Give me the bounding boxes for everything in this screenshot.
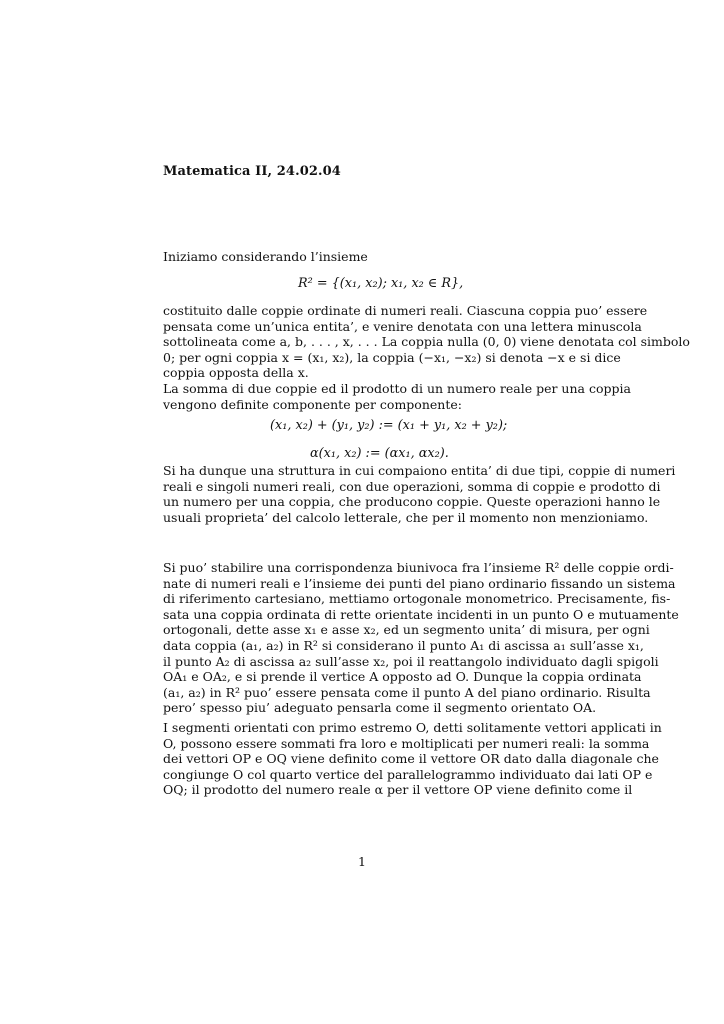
text-line: pero’ spesso piu’ adeguato pensarla come il segmento orientato OA. bbox=[163, 700, 597, 716]
equation-product: α(x₁, x₂) := (αx₁, αx₂). bbox=[310, 446, 449, 461]
text-line: usuali proprieta’ del calcolo letterale, che per il momento non menzioniamo. bbox=[163, 509, 649, 525]
equation-sum: (x₁, x₂) + (y₁, y₂) := (x₁ + y₁, x₂ + y₂); bbox=[270, 418, 508, 433]
text-line: costituito dalle coppie ordinate di numeri reali. Ciascuna coppia puo’ essere bbox=[163, 303, 648, 318]
text-line: reali e singoli numeri reali, con due operazioni, somma di coppie e prodotto di bbox=[163, 478, 661, 494]
equation-r2-set: R² = {(x₁, x₂); x₁, x₂ ∈ R}, bbox=[298, 276, 464, 291]
text-line: Si puo’ stabilire una corrispondenza biunivoca fra l’insieme R² delle coppie ordi- bbox=[163, 560, 674, 575]
intro-text bbox=[163, 249, 585, 265]
text-line: vengono definite componente per componente: bbox=[163, 396, 462, 412]
text-line: ortogonali, dette asse x₁ e asse x₂, ed un segmento unita’ di misura, per ogni bbox=[163, 622, 650, 638]
paragraph-4 bbox=[163, 720, 662, 798]
text-line: data coppia (a₁, a₂) in R² si considerano il punto A₁ di ascissa a₁ sull’asse x₁, bbox=[163, 637, 644, 653]
text-line: (a₁, a₂) in R² puo’ essere pensata come il punto A del piano ordinario. Risulta bbox=[163, 684, 651, 700]
text-line: di riferimento cartesiano, mettiamo ortogonale monometrico. Precisamente, fis- bbox=[163, 591, 671, 607]
paragraph-2 bbox=[163, 463, 676, 525]
text-line: La somma di due coppie ed il prodotto di un numero reale per una coppia bbox=[163, 380, 631, 396]
text-line: congiunge O col quarto vertice del parallelogrammo individuato dai lati OP e bbox=[163, 766, 653, 782]
text-line: pensata come un’unica entita’, e venire denotata con una lettera minuscola bbox=[163, 318, 642, 334]
text-line: sata una coppia ordinata di rette orientate incidenti in un punto O e mutuamente bbox=[163, 606, 679, 622]
text-line: OQ; il prodotto del numero reale α per il vettore OP viene definito come il bbox=[163, 782, 633, 798]
text-line: O, possono essere sommati fra loro e moltiplicati per numeri reali: la somma bbox=[163, 735, 650, 751]
text-line: un numero per una coppia, che producono coppie. Queste operazioni hanno le bbox=[163, 494, 661, 510]
intro-line: Iniziamo considerando l’insieme bbox=[163, 249, 368, 264]
text-line: dei vettori OP e OQ viene definito come il vettore OR dato dalla diagonale che bbox=[163, 751, 659, 767]
paragraph-3 bbox=[163, 560, 679, 716]
text-line: OA₁ e OA₂, e si prende il vertice A opposto ad O. Dunque la coppia ordinata bbox=[163, 669, 642, 685]
text-line: 0; per ogni coppia x = (x₁, x₂), la coppia (−x₁, −x₂) si denota −x e si dice bbox=[163, 349, 621, 365]
page-number: 1 bbox=[358, 854, 366, 869]
paragraph-1 bbox=[163, 303, 690, 412]
text-line: sottolineata come a, b, . . . , x, . . . La coppia nulla (0, 0) viene denotata col simbolo bbox=[163, 334, 690, 350]
text-line: I segmenti orientati con primo estremo O, detti solitamente vettori applicati in bbox=[163, 720, 662, 735]
text-line: nate di numeri reali e l’insieme dei punti del piano ordinario fissando un sistema bbox=[163, 575, 676, 591]
text-line: il punto A₂ di ascissa a₂ sull’asse x₂, poi il reattangolo individuato dagli spigoli bbox=[163, 653, 659, 669]
document-title: Matematica II, 24.02.04 bbox=[163, 164, 341, 179]
text-line: Si ha dunque una struttura in cui compaiono entita’ di due tipi, coppie di numeri bbox=[163, 463, 676, 478]
text-line: coppia opposta della x. bbox=[163, 365, 309, 381]
